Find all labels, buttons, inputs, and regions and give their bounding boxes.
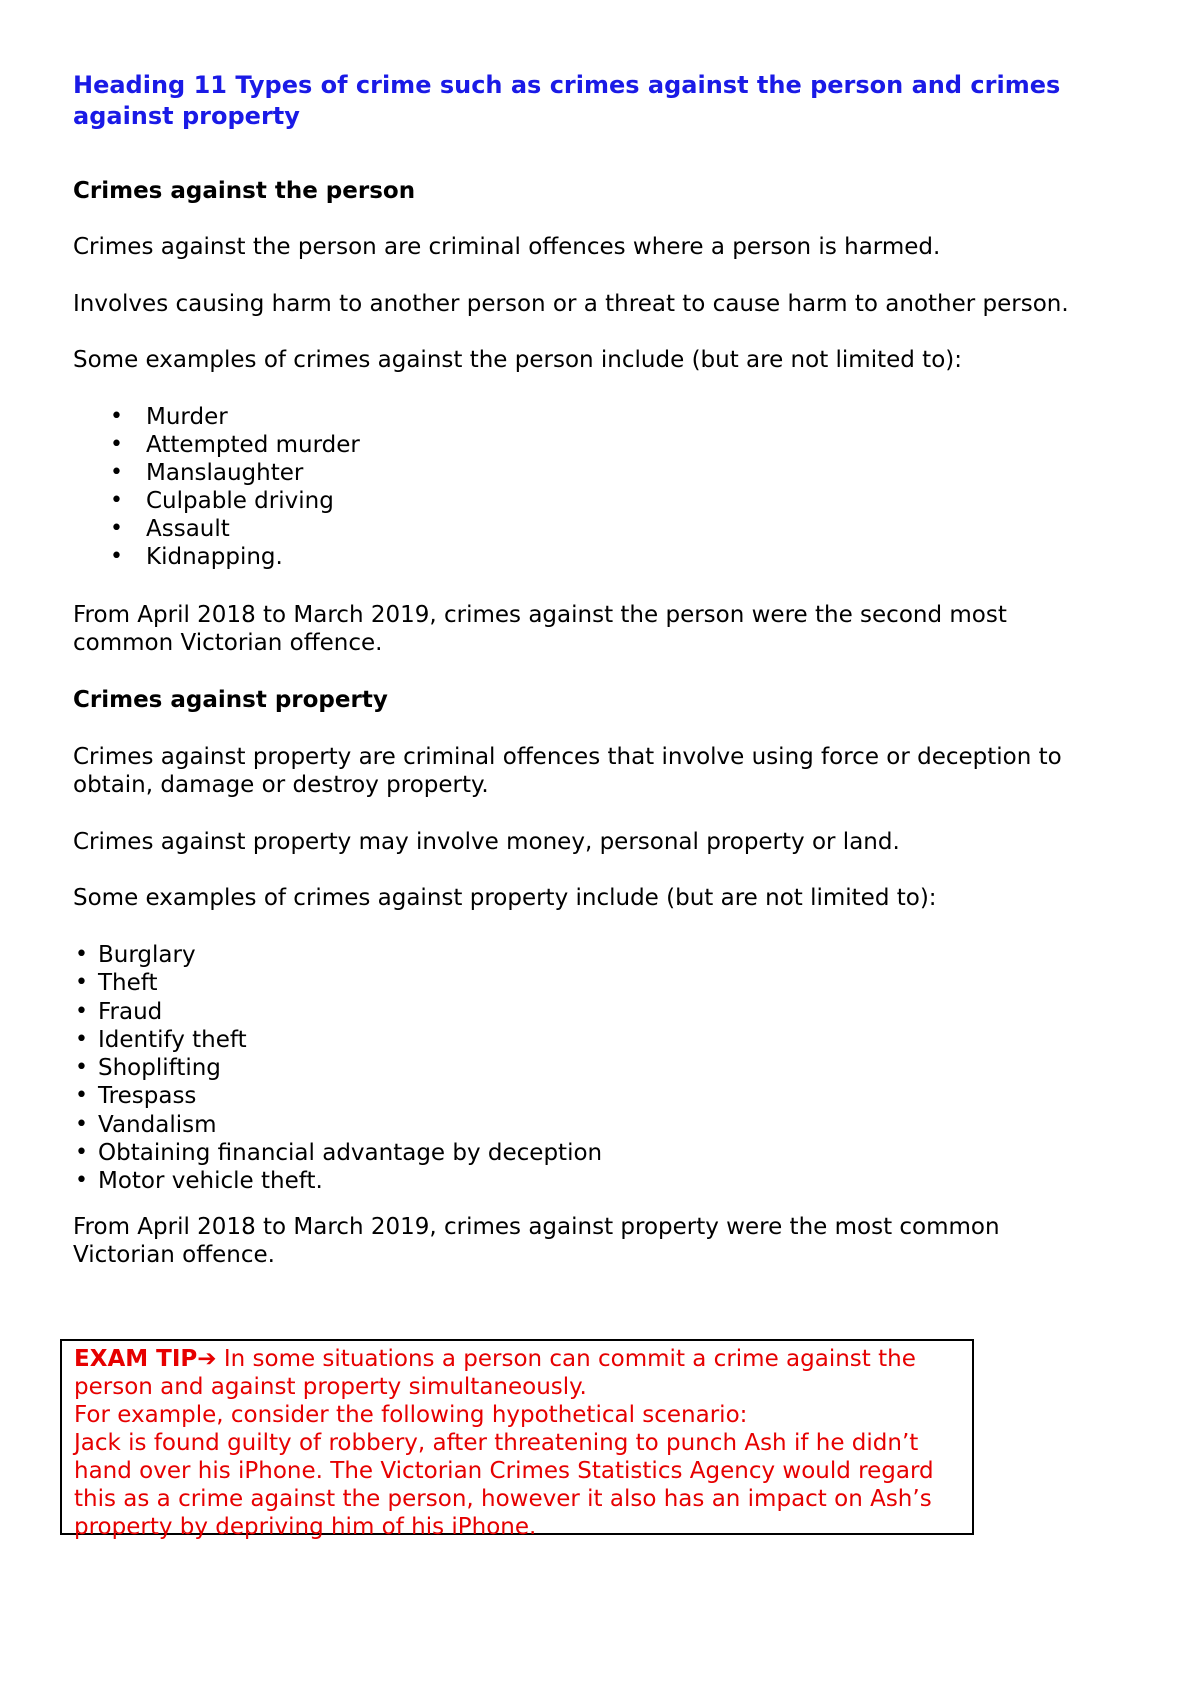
exam-tip-label: EXAM TIP (74, 1346, 198, 1372)
exam-tip-text: In some situations a person can commit a crime against the person and against property simultaneously. (74, 1346, 916, 1400)
bullet-icon: • (75, 1055, 88, 1081)
bullet-icon: • (75, 998, 88, 1024)
person-statistic: From April 2018 to March 2019, crimes against the person were the second most common Victorian offence. (73, 602, 1007, 656)
section-title-person: Crimes against the person (73, 178, 416, 204)
page-heading: Heading 11 Types of crime such as crimes against the person and crimes against property (73, 71, 1061, 130)
person-definition: Crimes against the person are criminal offences where a person is harmed. (73, 234, 941, 260)
person-involves: Involves causing harm to another person or a threat to cause harm to another person. (73, 291, 1069, 317)
property-statistic: From April 2018 to March 2019, crimes against property were the most common Victorian offence. (73, 1214, 1000, 1268)
property-involves: Crimes against property may involve money, personal property or land. (73, 829, 900, 855)
exam-tip-box (60, 1339, 974, 1540)
bullet-icon: • (75, 970, 88, 996)
property-definition: Crimes against property are criminal offences that involve using force or deception to obtain, damage or destroy property. (73, 744, 1062, 798)
section-title-property: Crimes against property (73, 687, 388, 713)
bullet-icon: • (110, 432, 123, 457)
bullet-icon: • (110, 404, 123, 429)
exam-tip-example-intro: For example, consider the following hypothetical scenario: (74, 1402, 748, 1428)
bullet-icon: • (75, 1168, 88, 1194)
arrow-right-icon: ➔ (197, 1346, 217, 1372)
exam-tip-scenario: Jack is found guilty of robbery, after threatening to punch Ash if he didn’t hand over his iPhone. The Victorian Crimes Statistics Agency would regard this as a crime against the person, however it also has an impact on Ash’s property by depriving him of his iPhone. (74, 1430, 934, 1540)
bullet-icon: • (110, 544, 123, 569)
document-page: Heading 11 Types of crime such as crimes against the person and crimes against property Crimes against the person Crimes against the person are criminal offences where a person is harmed. Involves causing harm to another person or a threat to cause harm to another person. Some examples of crimes against the person include (but are not limited to): • Murder • Attempted murder • Manslaughter • Culpable driving • Assault • Kidnapping. From April 2018 to March 2019, crimes against the person were the second most common Victorian offence. Crimes against property Crimes against property are criminal offences that involve using force or deception to obtain, damage or destroy property. Crimes against property may involve money, personal property or land. Some examples of crimes against property include (but are not limited to): • Burglary • Theft • Fraud • Identify theft • Shoplifting • Trespass • Vandalism • Obtaining financial advantage by deception • Motor vehicle theft. From April 2018 to March 2019, crimes against property were the most common Victorian offence. EXAM TIP➔ In some situations a person can commit a crime against the person and against property simultaneously. For example, consider the following hypothetical scenario: Jack is found guilty of robbery, after threatening to punch Ash if he didn’t hand over his iPhone. The Victorian Crimes Statistics Agency would regard this as a crime against the person, however it also has an impact on Ash’s property by depriving him of his iPhone. (0, 0, 1200, 1698)
bullet-icon: • (75, 942, 88, 967)
bullet-icon: • (75, 1026, 88, 1052)
bullet-icon: • (75, 1111, 88, 1137)
bullet-icon: • (75, 1140, 88, 1166)
property-examples-intro: Some examples of crimes against property include (but are not limited to): (73, 885, 937, 911)
person-examples-intro: Some examples of crimes against the person include (but are not limited to): (73, 347, 962, 373)
bullet-icon: • (110, 488, 123, 513)
exam-tip-intro (74, 1345, 962, 1401)
bullet-icon: • (110, 516, 123, 541)
bullet-icon: • (75, 1083, 88, 1109)
bullet-icon: • (110, 460, 123, 485)
